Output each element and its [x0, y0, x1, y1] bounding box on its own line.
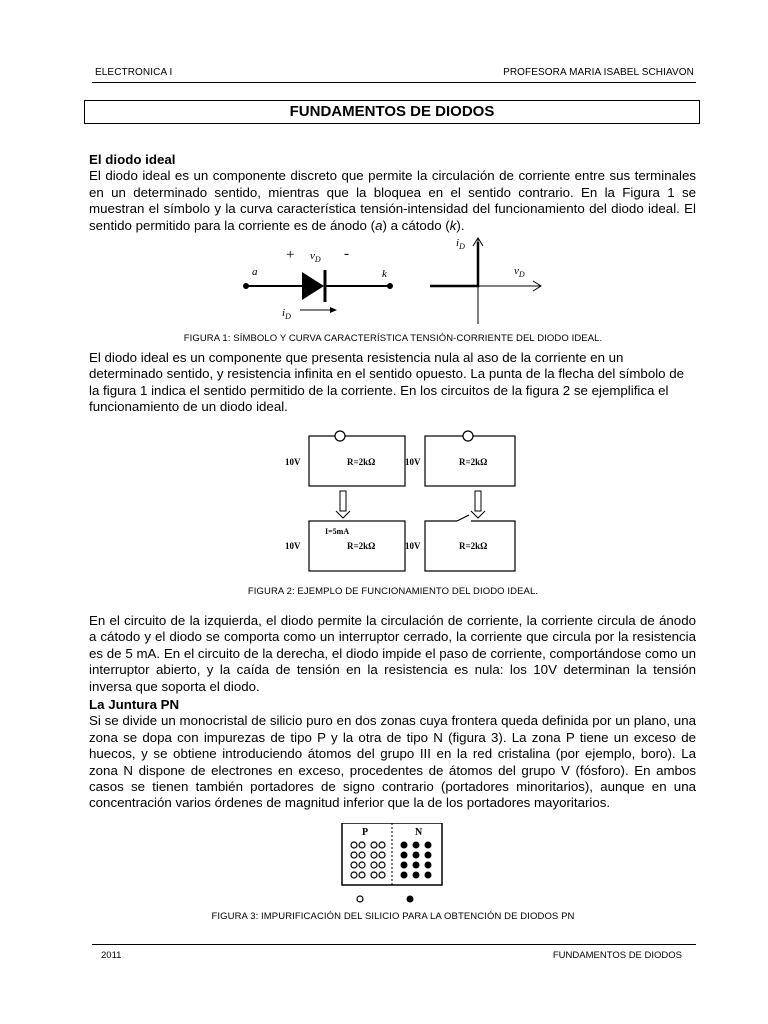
axis-vd-label: $v_D$	[514, 265, 525, 279]
axis-id-label: $i_D$	[456, 237, 465, 251]
paragraph-3: En el circuito de la izquierda, el diodo permite la circulación de corriente, la corriente circula de ánodo a cátodo y el diodo se comporta como un interruptor cerrado, la corriente que circula por la resistencia es de 5 mA. En el circuito de la derecha, el diodo impide el paso de corriente, comportándose como un interruptor abierto, y la caída de tensión en la resistencia es nula: los 10V determinan la tensión inversa que soporta el diodo.	[89, 613, 696, 694]
header-rule	[92, 82, 696, 83]
section-diodo-ideal	[89, 152, 696, 234]
electron-legend-icon	[407, 896, 414, 903]
source-label-bottom-left: 10V	[285, 541, 301, 551]
plus-sign: +	[286, 247, 295, 263]
resistor-label-top-right: R=2kΩ	[459, 457, 488, 467]
header-course: ELECTRONICA I	[95, 67, 173, 78]
diode-triangle	[302, 272, 324, 300]
source-label-bottom-right: 10V	[405, 541, 421, 551]
cathode-terminal	[387, 283, 393, 289]
current-label: I=5mA	[325, 527, 350, 536]
resistor-label-bottom-left: R=2kΩ	[347, 541, 376, 551]
footer-year: 2011	[101, 950, 122, 961]
resistor-label-bottom-right: R=2kΩ	[459, 541, 488, 551]
cathode-label: k	[382, 268, 387, 280]
ideal-characteristic	[430, 242, 478, 286]
figure-3-diagram	[340, 823, 450, 905]
figure-2-caption: FIGURA 2: EJEMPLO DE FUNCIONAMIENTO DEL DIODO IDEAL.	[247, 586, 539, 597]
minus-sign: -	[344, 246, 349, 262]
paragraph-2: El diodo ideal es un componente que presenta resistencia nula al aso de la corriente en un determinado sentido, y resistencia infinita en el sentido opuesto. La punta de la flecha del símbolo de la figura 1 indica el sentido permitido de la corriente. En los circuitos de la figura 2 se ejemplifica el funcionamiento de un diodo ideal.	[89, 350, 685, 415]
figure-1-caption: FIGURA 1: SÍMBOLO Y CURVA CARACTERÍSTICA TENSIÓN-CORRIENTE DEL DIODO IDEAL.	[183, 333, 603, 344]
n-zone-label: N	[415, 827, 423, 838]
figure-1-diagram	[230, 232, 560, 324]
footer-rule	[92, 944, 696, 945]
footer-title: FUNDAMENTOS DE DIODOS	[552, 950, 682, 961]
transition-arrows	[336, 491, 485, 518]
page-title: FUNDAMENTOS DE DIODOS	[84, 100, 700, 124]
source-label-top-left: 10V	[285, 457, 301, 467]
anode-label: a	[252, 266, 258, 278]
anode-terminal	[243, 283, 249, 289]
section-heading: El diodo ideal	[89, 152, 176, 167]
figure-3-caption: FIGURA 3: IMPURIFICACIÓN DEL SILICIO PARA LA OBTENCIÓN DE DIODOS PN	[211, 911, 575, 922]
id-label: $i_D$	[282, 307, 291, 321]
vd-label: $v_D$	[310, 250, 321, 264]
section-juntura-pn	[89, 697, 696, 812]
figure-2-diagram	[285, 426, 525, 576]
hole-legend-icon	[357, 896, 363, 902]
paragraph-pn: Si se divide un monocristal de silicio puro en dos zonas cuya frontera queda definida por un plano, una zona se dopa con impurezas de tipo P y la otra de tipo N (figura 3). La zona P tiene un exceso de huecos, y se obtiene introduciendo átomos del grupo III en la red cristalina (por ejemplo, boro). La zona N dispone de electrones en exceso, procedentes de átomos del grupo V (fósforo). En ambos casos se tienen también portadores de signo contrario (portadores minoritarios), aunque en una concentración varios órdenes de magnitud inferior que la de los portadores mayoritarios.	[89, 713, 696, 811]
header-author: PROFESORA MARIA ISABEL SCHIAVON	[503, 67, 694, 78]
p-zone-label: P	[362, 827, 369, 838]
current-arrow-head	[330, 307, 337, 313]
source-label-top-right: 10V	[405, 457, 421, 467]
section-heading-pn: La Juntura PN	[89, 697, 180, 712]
paragraph-1: El diodo ideal es un componente discreto que permite la circulación de corriente entre sus terminales en un determinado sentido, mientras que la bloquea en el sentido contrario. En la Figura 1 se muestran el símbolo y la curva característica tensión-intensidad del funcionamiento del diodo ideal. El sentido permitido para la corriente es de ánodo (a) a cátodo (k).	[89, 168, 696, 233]
resistor-label-top-left: R=2kΩ	[347, 457, 376, 467]
